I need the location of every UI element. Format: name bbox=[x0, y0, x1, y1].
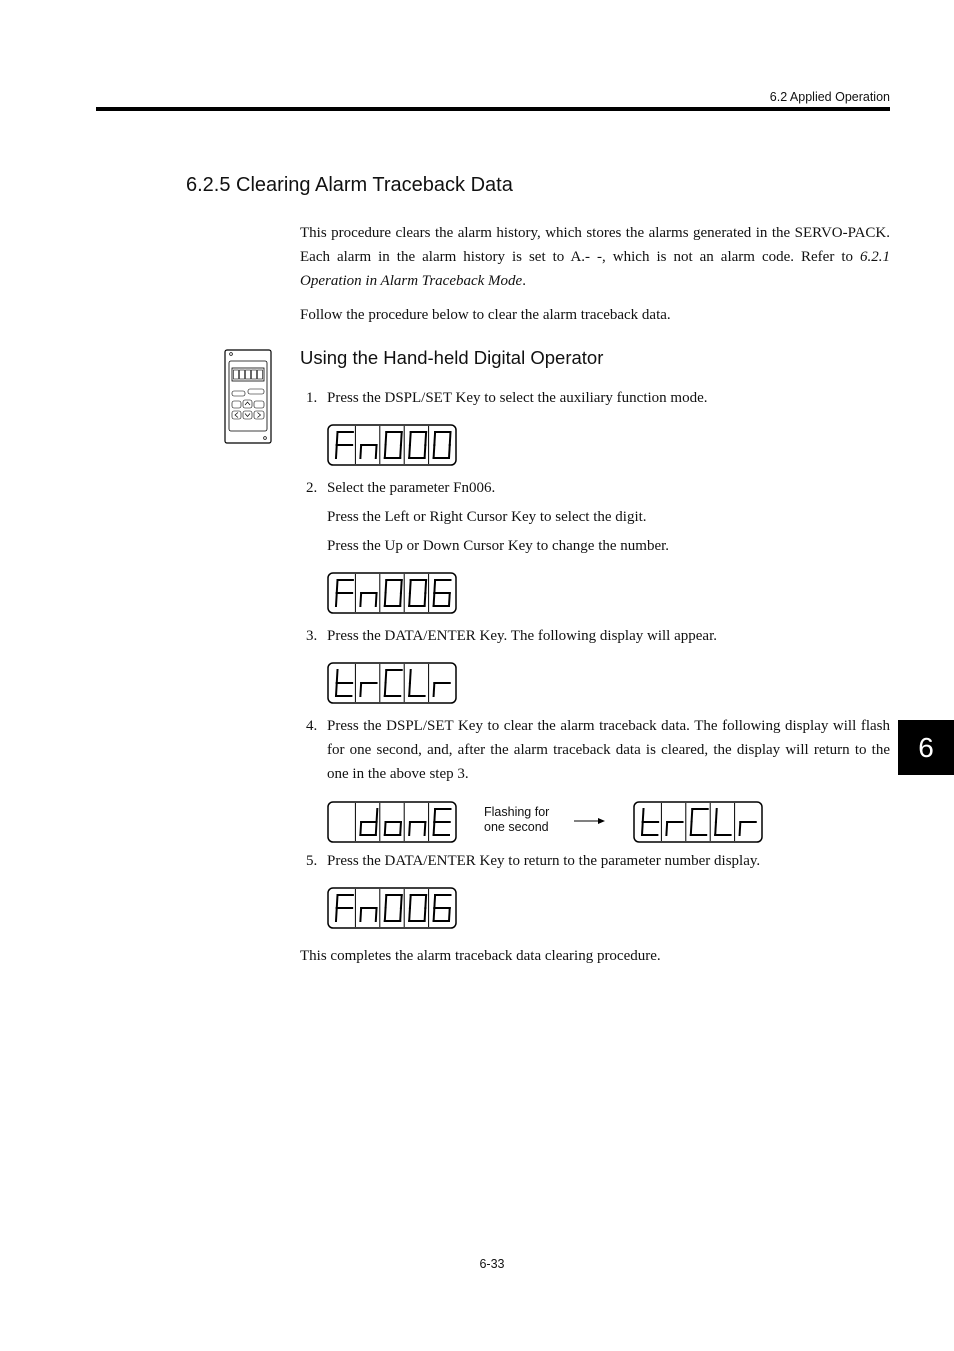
operator-subheading: Using the Hand-held Digital Operator bbox=[300, 347, 604, 368]
step-number: 4. bbox=[306, 718, 318, 734]
lcd-panel bbox=[327, 801, 457, 843]
step-number: 2. bbox=[306, 480, 318, 496]
follow-paragraph: Follow the procedure below to clear the alarm traceback data. bbox=[300, 307, 671, 323]
step-5 bbox=[306, 849, 890, 878]
step-text: Press the Left or Right Cursor Key to select the digit. bbox=[327, 509, 647, 525]
intro-paragraph bbox=[300, 221, 890, 293]
intro-text: This procedure clears the alarm history, which stores the alarms generated in the SERVO-PACK. Each alarm in the alarm history is set to A.- -, which is not an alarm code. Refer to bbox=[300, 225, 890, 265]
chapter-tab: 6 bbox=[898, 720, 954, 775]
lcd-display-step4-after bbox=[633, 801, 763, 843]
step-3 bbox=[306, 624, 890, 653]
lcd-panel bbox=[633, 801, 763, 843]
lcd-panel bbox=[327, 662, 457, 704]
step-text: Select the parameter Fn006. bbox=[327, 480, 496, 496]
section-title: 6.2.5 Clearing Alarm Traceback Data bbox=[186, 174, 513, 196]
lcd-display-step1 bbox=[327, 424, 457, 466]
intro-end: . bbox=[522, 273, 526, 289]
step-4 bbox=[306, 714, 890, 791]
step-number: 5. bbox=[306, 853, 318, 869]
step-text: Press the DATA/ENTER Key. The following display will appear. bbox=[327, 628, 717, 644]
lcd-display-step4-flashing bbox=[327, 801, 457, 843]
flash-label-line: one second bbox=[484, 820, 549, 834]
step-text: Press the DSPL/SET Key to select the auxiliary function mode. bbox=[327, 390, 708, 406]
lcd-display-step2 bbox=[327, 572, 457, 614]
lcd-panel bbox=[327, 424, 457, 466]
step-text: Press the DATA/ENTER Key to return to the parameter number display. bbox=[327, 853, 761, 869]
flash-label-line: Flashing for bbox=[484, 805, 550, 819]
step-2 bbox=[306, 476, 890, 563]
step-1 bbox=[306, 386, 890, 415]
step-number: 1. bbox=[306, 390, 318, 406]
closing-paragraph: This completes the alarm traceback data clearing procedure. bbox=[300, 948, 661, 964]
running-head: 6.2 Applied Operation bbox=[769, 90, 890, 104]
page-number: 6-33 bbox=[479, 1257, 505, 1271]
lcd-display-step5 bbox=[327, 887, 457, 929]
lcd-display-step3 bbox=[327, 662, 457, 704]
step-number: 3. bbox=[306, 628, 318, 644]
step-text: Press the Up or Down Cursor Key to change the number. bbox=[327, 538, 670, 554]
header-rule bbox=[96, 107, 890, 111]
lcd-panel bbox=[327, 887, 457, 929]
flash-label bbox=[484, 805, 549, 835]
arrow-right-icon bbox=[574, 814, 606, 832]
step-text: Press the DSPL/SET Key to clear the alarm traceback data. The following display will flash for one second, and, after the alarm traceback data is cleared, the display will return to the one in the above step 3. bbox=[327, 718, 890, 782]
cross-reference-link[interactable]: 6.2.1 Operation in Alarm Traceback Mode bbox=[300, 249, 890, 289]
hand-held-digital-operator-icon bbox=[224, 349, 272, 449]
lcd-panel bbox=[327, 572, 457, 614]
